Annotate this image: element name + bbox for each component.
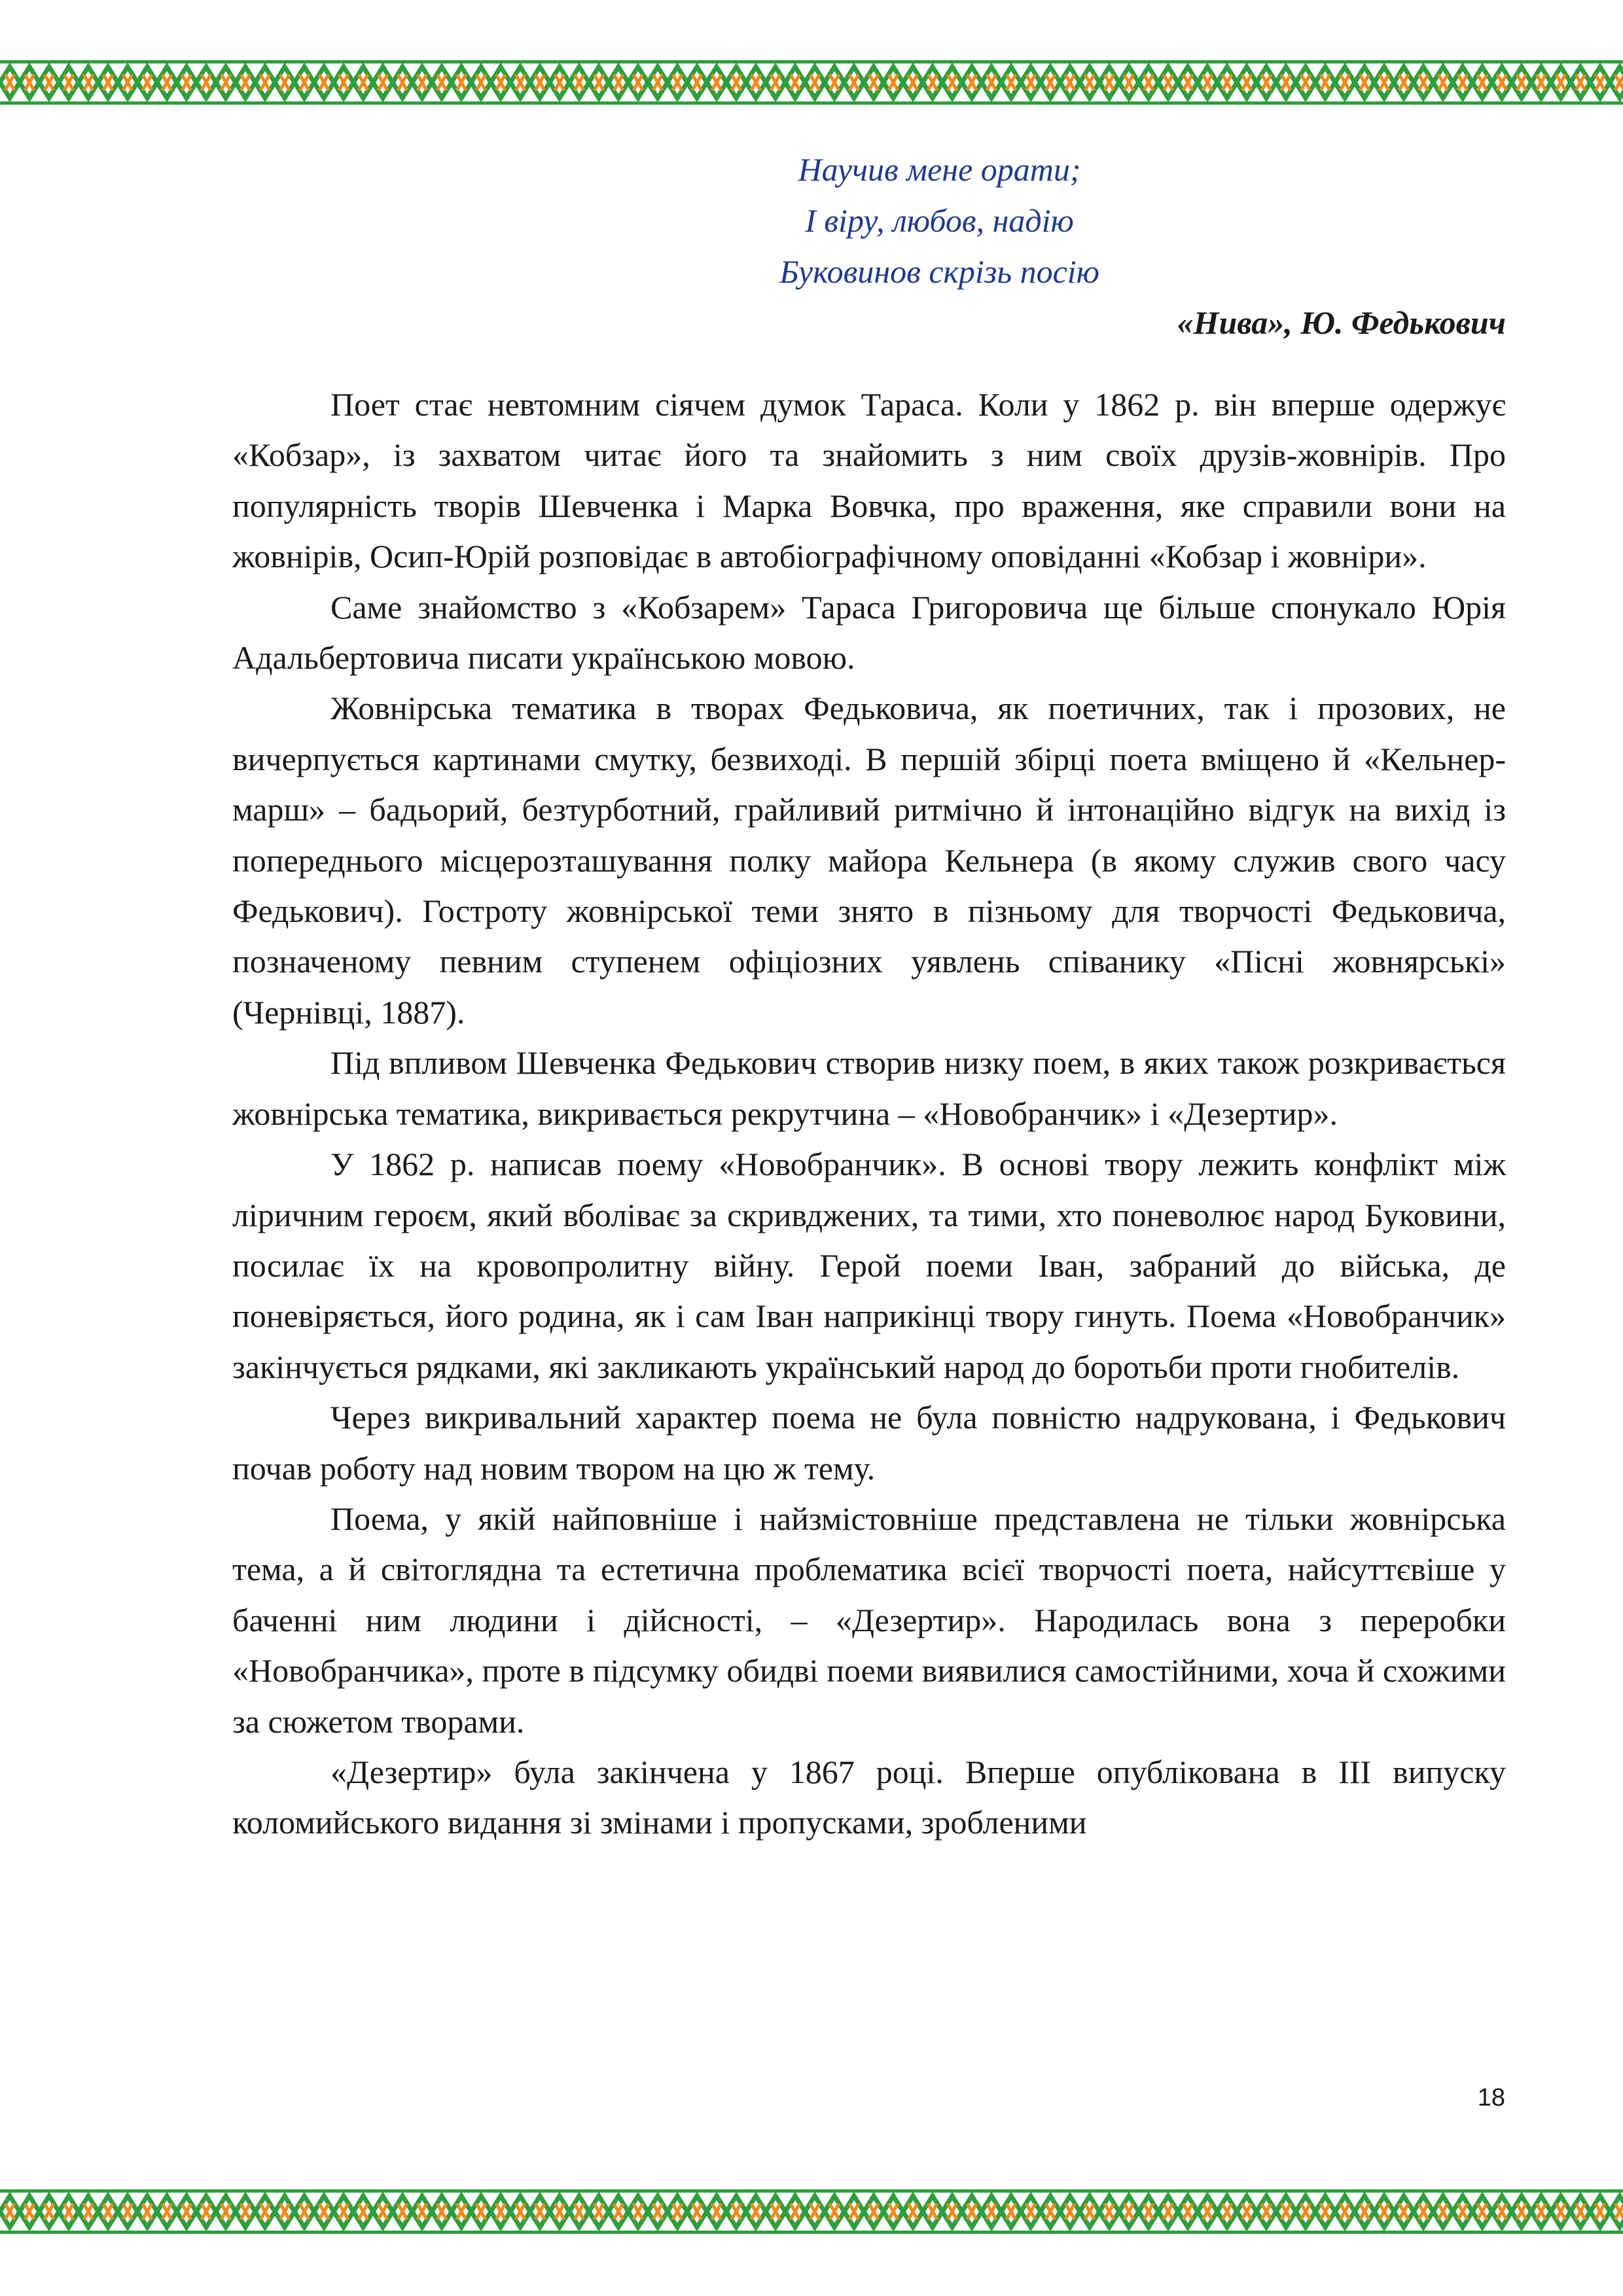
paragraph: Саме знайомство з «Кобзарем» Тараса Григоровича ще більше спонукало Юрія Адальбертовича писати українською мовою. bbox=[232, 588, 1506, 677]
paragraph: Під впливом Шевченка Федькович створив низку поем, в яких також розкривається жовнірська тематика, викривається рекрутчина – «Новобранчик» і «Дезертир». bbox=[232, 1044, 1506, 1132]
paragraph: Поет стає невтомним сіячем думок Тараса. Коли у 1862 р. він вперше одержує «Кобзар», із захватом читає його та знайомить з ним своїх друзів-жовнірів. Про популярність творів Шевченка і Марка Вовчка, про враження, яке справили вони на жовнірів, Осип-Юрій розповідає в автобіографічному оповіданні «Кобзар і жовніри». bbox=[232, 386, 1506, 575]
top-ornament-border bbox=[0, 59, 1623, 106]
paragraph: «Дезертир» була закінчена у 1867 році. Вперше опублікована в ІІІ випуску коломийського видання зі змінами і пропусками, зробленими bbox=[232, 1753, 1506, 1841]
paragraph: У 1862 р. написав поему «Новобранчик». В основі твору лежить конфлікт між ліричним героєм, який вболіває за скривджених, та тими, хто поневолює народ Буковини, посилає їх на кровопролитну війну. Герой поеми Іван, забраний до війська, де поневіряється, його родина, як і сам Іван наприкінці твору гинуть. Поема «Новобранчик» закінчується рядками, які закликають український народ до боротьби проти гнобителів. bbox=[232, 1146, 1506, 1385]
epigraph-line: Научив мене орати; bbox=[798, 151, 1081, 188]
paragraph: Поема, у якій найповніше і найзмістовніше представлена не тільки жовнірська тема, а й світоглядна та естетична проблематика всієї творчості поета, найсуттєвіше у баченні ним людини і дійсності, – «Дезертир». Народилась вона з переробки «Новобранчика», проте в підсумку обидві поеми виявилися самостійними, хоча й схожими за сюжетом творами. bbox=[232, 1500, 1506, 1740]
epigraph-line: І віру, любов, надію bbox=[805, 202, 1074, 239]
page-number: 18 bbox=[1477, 2084, 1505, 2111]
bottom-ornament-border bbox=[0, 2188, 1623, 2235]
main-text bbox=[232, 380, 1506, 1848]
paragraph: Через викривальний характер поема не була повністю надрукована, і Федькович почав роботу над новим твором на цю ж тему. bbox=[232, 1399, 1506, 1487]
epigraph-line: Буковинов скрізь посію bbox=[779, 253, 1099, 290]
epigraph-source: «Нива», Ю. Федькович bbox=[1177, 304, 1506, 341]
epigraph bbox=[232, 144, 1506, 348]
paragraph: Жовнірська тематика в творах Федьковича, як поетичних, так і прозових, не вичерпується картинами смутку, безвиході. В першій збірці поета вміщено й «Кельнер-марш» – бадьорий, безтурботний, грайливий ритмічно й інтонаційно відгук на вихід із попереднього місцерозташування полку майора Кельнера (в якому служив свого часу Федькович). Гостроту жовнірської теми знято в пізньому для творчості Федьковича, позначеному певним ступенем офіціозних уявлень співанику «Пісні жовнярські» (Чернівці, 1887). bbox=[232, 690, 1506, 1031]
